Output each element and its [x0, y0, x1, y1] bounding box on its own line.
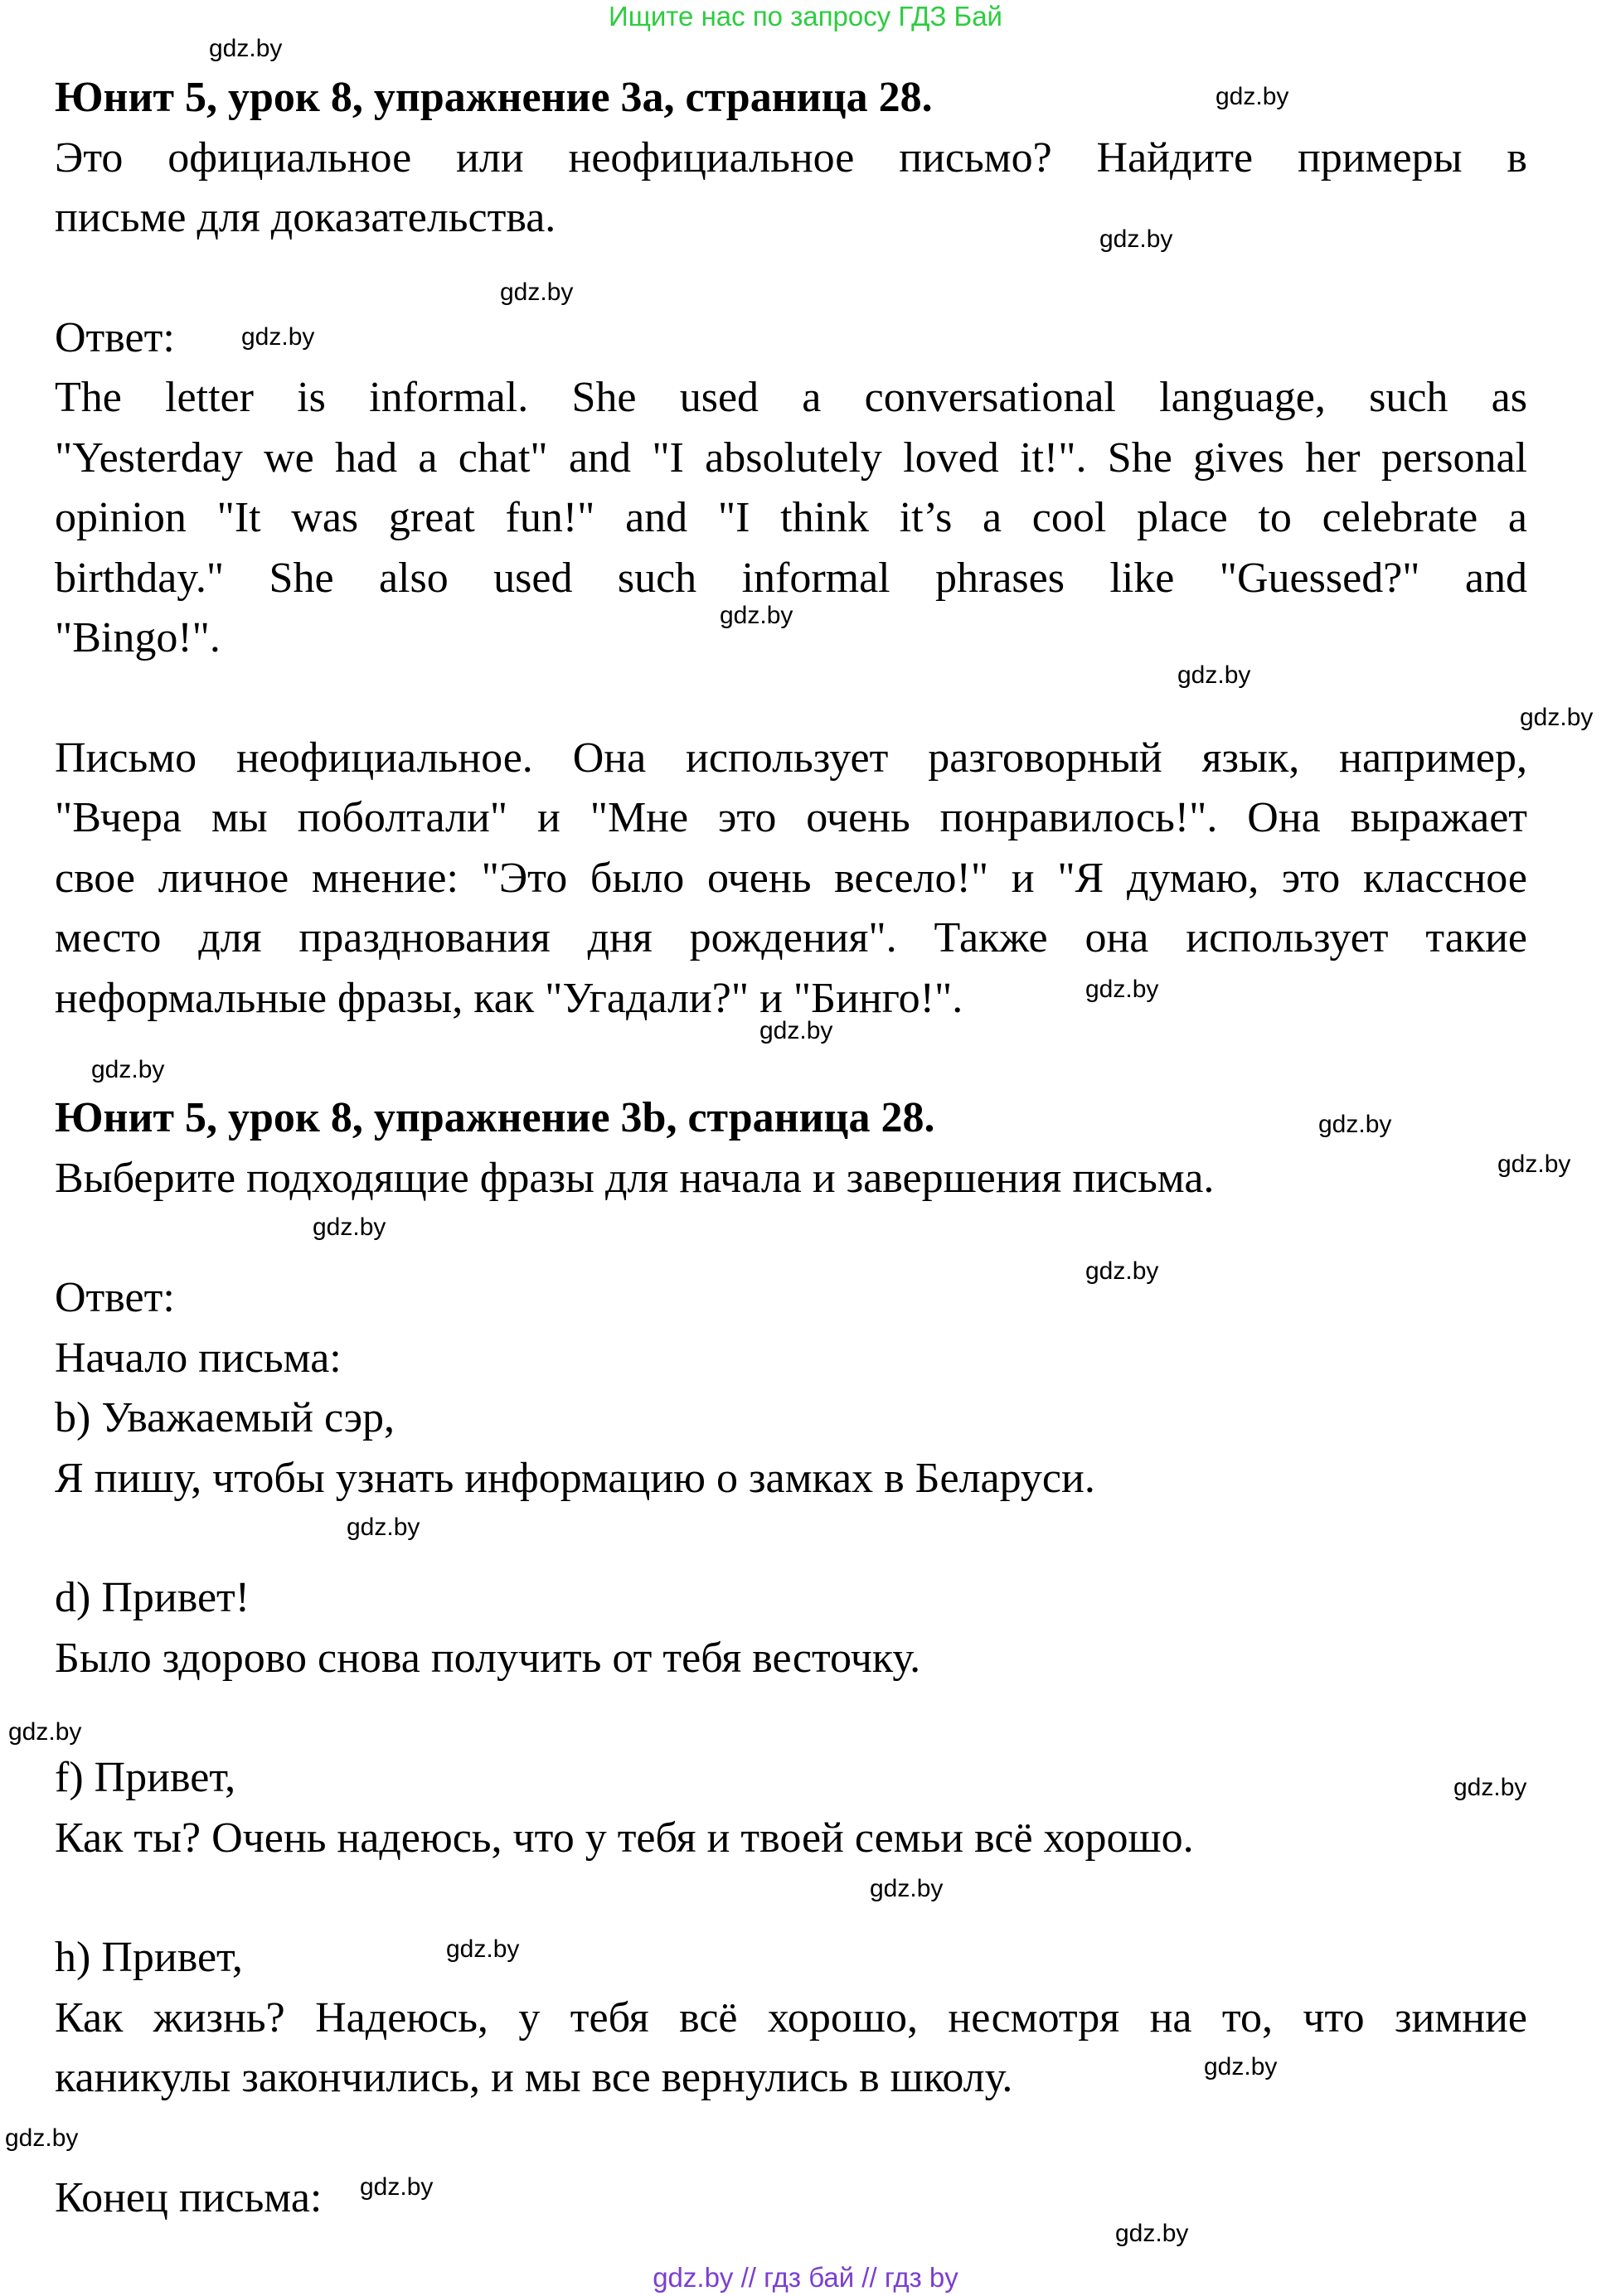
item-f-text: Как ты? Очень надеюсь, что у тебя и твоей семьи всё хорошо. — [55, 1814, 1194, 1862]
letter-start-label: Начало письма: — [55, 1334, 342, 1382]
watermark: gdz.by — [1115, 2220, 1189, 2247]
item-h-greeting: h) Привет, — [55, 1934, 243, 1981]
english-answer-line-3: opinion "It was great fun!" and "I think it’s a cool place to celebrate a — [55, 494, 1527, 541]
watermark: gdz.by — [1520, 704, 1594, 731]
watermark: gdz.by — [500, 279, 574, 306]
watermark: gdz.by — [1318, 1111, 1392, 1138]
watermark: gdz.by — [209, 35, 283, 62]
english-answer-line-1: The letter is informal. She used a conversational language, such as — [55, 374, 1527, 421]
section-a-answer-label: Ответ: — [55, 313, 175, 361]
russian-answer-line-4: место для празднования дня рождения". Также она использует такие — [55, 914, 1527, 962]
watermark: gdz.by — [720, 602, 793, 629]
item-b-greeting: b) Уважаемый сэр, — [55, 1394, 395, 1441]
top-banner: Ищите нас по запросу ГДЗ Бай — [609, 1, 1002, 31]
section-a-heading: Юнит 5, урок 8, упражнение 3a, страница 28. — [55, 74, 933, 121]
section-b-heading: Юнит 5, урок 8, упражнение 3b, страница 28. — [55, 1094, 935, 1141]
russian-answer-line-5: неформальные фразы, как "Угадали?" и "Бинго!". — [55, 974, 963, 1022]
english-answer-line-5: "Bingo!". — [55, 614, 221, 661]
english-answer-line-4: birthday." She also used such informal phrases like "Guessed?" and — [55, 554, 1527, 602]
watermark: gdz.by — [347, 1514, 420, 1541]
watermark: gdz.by — [759, 1017, 833, 1044]
russian-answer-line-1: Письмо неофициальное. Она использует разговорный язык, например, — [55, 734, 1527, 782]
watermark: gdz.by — [870, 1875, 944, 1902]
section-a-task-line-2: письме для доказательства. — [55, 194, 556, 241]
watermark: gdz.by — [1216, 83, 1289, 110]
watermark: gdz.by — [8, 1718, 82, 1746]
watermark: gdz.by — [1177, 661, 1251, 689]
item-b-text: Я пишу, чтобы узнать информацию о замках в Беларуси. — [55, 1454, 1095, 1502]
item-d-greeting: d) Привет! — [55, 1574, 250, 1621]
watermark: gdz.by — [446, 1935, 520, 1963]
letter-end-label: Конец письма: — [55, 2173, 323, 2221]
footer-links: gdz.by // гдз бай // гдз by — [653, 2262, 958, 2293]
watermark: gdz.by — [360, 2173, 434, 2201]
watermark: gdz.by — [91, 1056, 165, 1083]
page-content — [55, 68, 1527, 2228]
russian-answer-line-2: "Вчера мы поболтали" и "Мне это очень понравилось!". Она выражает — [55, 794, 1527, 841]
watermark: gdz.by — [1099, 225, 1173, 253]
item-h-text-line-2: каникулы закончились, и мы все вернулись в школу. — [55, 2054, 1013, 2101]
watermark: gdz.by — [1497, 1150, 1571, 1178]
english-answer-line-2: "Yesterday we had a chat" and "I absolutely loved it!". She gives her personal — [55, 434, 1527, 482]
watermark: gdz.by — [5, 2124, 79, 2152]
item-h-text-line-1: Как жизнь? Надеюсь, у тебя всё хорошо, несмотря на то, что зимние — [55, 1993, 1527, 2042]
section-b-answer-label: Ответ: — [55, 1274, 175, 1321]
russian-answer-line-3: свое личное мнение: "Это было очень весело!" и "Я думаю, это классное — [55, 854, 1527, 902]
section-b-task: Выберите подходящие фразы для начала и завершения письма. — [55, 1154, 1215, 1202]
section-a-task-line-1: Это официальное или неофициальное письмо? Найдите примеры в — [55, 133, 1527, 182]
watermark: gdz.by — [1085, 976, 1159, 1003]
watermark: gdz.by — [1204, 2053, 1278, 2080]
watermark: gdz.by — [241, 323, 315, 351]
watermark: gdz.by — [313, 1213, 386, 1241]
item-f-greeting: f) Привет, — [55, 1754, 236, 1801]
item-d-text: Было здорово снова получить от тебя весточку. — [55, 1634, 921, 1682]
watermark: gdz.by — [1085, 1257, 1159, 1285]
watermark: gdz.by — [1453, 1774, 1527, 1801]
